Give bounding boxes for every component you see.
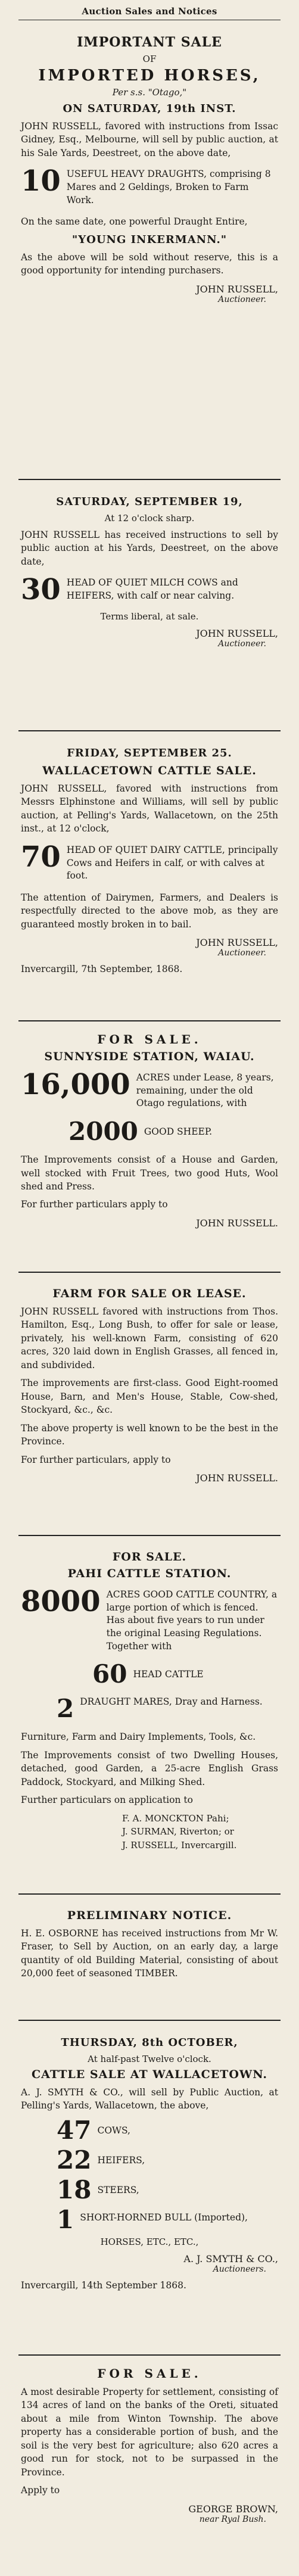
ad-dated: Invercargill, 7th September, 1868. xyxy=(21,964,183,975)
ad-signature: JOHN RUSSELL. xyxy=(196,1472,278,1484)
mares-number: 2 xyxy=(57,1694,74,1724)
ad-cattle-sale-wallacetown xyxy=(18,2021,281,2356)
lot-description: USEFUL HEAVY DRAUGHTS, comprising 8 Mares and 2 Geldings, Broken to Farm Work. xyxy=(66,169,271,205)
acres-number: 16,000 xyxy=(21,1068,130,1101)
lot-row xyxy=(21,2117,278,2144)
contact-list xyxy=(21,1812,278,1852)
ad-heading: FARM FOR SALE OR LEASE. xyxy=(52,1287,247,1300)
ad-apply: For further particulars apply to xyxy=(21,1199,168,1210)
section-header: Auction Sales and Notices xyxy=(18,6,281,20)
lot-description: STEERS, xyxy=(97,2184,139,2195)
ad-intro: JOHN RUSSELL, favored with instructions from Issac Gidney, Esq., Melbourne, will sell by public auction, at his Sale Yards, Deestreet, on the above date, xyxy=(21,121,278,158)
ad-body: The Improvements consist of two Dwelling Houses, detached, good Garden, a 25-acre English Grass Paddock, Stockyard, and Milking Shed. xyxy=(21,1749,278,1787)
lot-number: 1 xyxy=(57,2204,74,2234)
ad-oreti-property xyxy=(18,2356,281,2576)
contact-item: J. RUSSELL, Invercargill. xyxy=(122,1839,237,1851)
ad-title: FOR SALE. xyxy=(112,1550,187,1563)
ad-entire-name: "YOUNG INKERMANN." xyxy=(71,233,228,246)
ad-imported-horses xyxy=(18,20,281,480)
ad-intro: JOHN RUSSELL has received instructions to sell by public auction at his Yards, Deestreet, on the above date, xyxy=(21,529,278,567)
ad-dated: Invercargill, 14th September 1868. xyxy=(21,2279,186,2291)
ad-signature: JOHN RUSSELL, xyxy=(196,628,278,640)
ad-time: At 12 o'clock sharp. xyxy=(104,513,195,524)
ad-ship: Per s.s. "Otago," xyxy=(112,87,187,98)
contact-item: J. SURMAN, Riverton; or xyxy=(122,1826,234,1837)
ad-milch-cows xyxy=(18,480,281,731)
ad-role: Auctioneer. xyxy=(218,639,266,649)
ad-improvements: The improvements are first-class. Good Eight-roomed House, Barn, and Men's House, Stable, Cow-shed, Stockyard, &c., &c. xyxy=(21,1378,278,1416)
sheep-description: GOOD SHEEP. xyxy=(144,1126,213,1138)
lot-number: 22 xyxy=(57,2145,92,2175)
acres-description: ACRES GOOD CATTLE COUNTRY, a large portion of which is fenced. Has about five years to run under the original Leasing Regulations. Together with xyxy=(106,1589,278,1652)
acres-number: 8000 xyxy=(21,1585,101,1618)
ad-furniture: Furniture, Farm and Dairy Implements, Tools, &c. xyxy=(21,1731,256,1743)
ad-body: A most desirable Property for settlement, consisting of 134 acres of land on the banks of the Oreti, situated about a mile from Winton Township. The above property has a considerable portion of bush, and the soil is the very best for agriculture; also 620 acres a good run for stock, not to be surpassed in the Province. xyxy=(21,2387,278,2478)
acres-description: ACRES under Lease, 8 years, remaining, under the old Otago regulations, with xyxy=(136,1072,274,1109)
newspaper-column xyxy=(18,0,281,2576)
lot-description: HEAD OF QUIET MILCH COWS and HEIFERS, with calf or near calving. xyxy=(66,577,238,602)
ad-time: At half-past Twelve o'clock. xyxy=(88,2054,211,2064)
contact-item: F. A. MONCKTON Pahi; xyxy=(122,1812,229,1824)
ad-signature: JOHN RUSSELL. xyxy=(196,1217,278,1229)
ad-preliminary-notice xyxy=(18,1895,281,2021)
ad-heading: CATTLE SALE AT WALLACETOWN. xyxy=(32,2068,267,2081)
ad-title: PRELIMINARY NOTICE. xyxy=(67,1909,232,1922)
ad-heading: WALLACETOWN CATTLE SALE. xyxy=(42,764,257,777)
ad-heading: IMPORTED HORSES, xyxy=(38,67,261,85)
lot-row xyxy=(21,164,278,207)
ad-extra: HORSES, ETC., ETC., xyxy=(100,2236,199,2247)
ad-date: FRIDAY, SEPTEMBER 25. xyxy=(67,747,232,759)
lot-row xyxy=(21,2177,278,2203)
lot-row xyxy=(21,840,278,883)
acres-row xyxy=(21,1068,278,1110)
ad-title: IMPORTANT SALE xyxy=(77,35,222,50)
ad-heading: SUNNYSIDE STATION, WAIAU. xyxy=(44,1050,255,1063)
lot-number: 30 xyxy=(21,573,61,607)
cattle-number: 60 xyxy=(92,1659,127,1689)
ad-note: As the above will be sold without reserve, this is a good opportunity for intending purchasers. xyxy=(21,251,278,276)
ad-note: The above property is well known to be the best in the Province. xyxy=(21,1422,278,1447)
mares-description: DRAUGHT MARES, Dray and Harness. xyxy=(80,1696,263,1708)
lot-row xyxy=(21,2204,278,2234)
lot-description: COWS, xyxy=(97,2125,130,2136)
ad-of: OF xyxy=(142,54,157,64)
lot-number: 70 xyxy=(21,840,61,874)
sheep-row xyxy=(21,1119,278,1145)
ad-date: SATURDAY, SEPTEMBER 19, xyxy=(56,496,243,508)
ad-wallacetown-cattle xyxy=(18,731,281,1021)
ad-body: The Improvements consist of a House and Garden, well stocked with Fruit Trees, two good Huts, Wool shed and Press. xyxy=(21,1154,278,1192)
lot-description: HEIFERS, xyxy=(97,2154,145,2166)
lot-number: 47 xyxy=(57,2115,92,2145)
lot-number: 10 xyxy=(21,164,61,198)
ad-apply: For further particulars, apply to xyxy=(21,1454,171,1465)
ad-signature: JOHN RUSSELL, xyxy=(196,283,278,295)
lot-description: HEAD OF QUIET DAIRY CATTLE, principally Cows and Heifers in calf, or with calves at foot. xyxy=(66,844,278,881)
ad-terms: Terms liberal, at sale. xyxy=(100,611,199,622)
ad-apply: Further particulars on application to xyxy=(21,1795,193,1806)
ad-pahi-station xyxy=(18,1536,281,1895)
ad-signature: JOHN RUSSELL, xyxy=(196,937,278,949)
ad-date: THURSDAY, 8th OCTOBER, xyxy=(61,2036,238,2049)
ad-date: ON SATURDAY, 19th INST. xyxy=(63,102,236,115)
ad-entire: On the same date, one powerful Draught Entire, xyxy=(21,216,248,228)
ad-apply: Apply to xyxy=(21,2485,60,2496)
ad-heading: PAHI CATTLE STATION. xyxy=(67,1567,232,1580)
cattle-description: HEAD CATTLE xyxy=(133,1669,204,1680)
ad-body: H. E. OSBORNE has received instructions from Mr W. Fraser, to Sell by Auction, on an early day, a large quantity of old Building Material, consisting of about 20,000 feet of seasoned TIMBER. xyxy=(21,1928,278,1979)
lot-row xyxy=(21,2147,278,2173)
ad-role: Auctioneers. xyxy=(213,2264,266,2274)
ad-intro: A. J. SMYTH & CO., will sell by Public Auction, at Pelling's Yards, Wallacetown, the above, xyxy=(21,2087,278,2111)
ad-title: FOR SALE. xyxy=(97,1032,202,1046)
cattle-row xyxy=(21,1661,278,1687)
ad-farm-sale xyxy=(18,1273,281,1536)
ad-signature: A. J. SMYTH & CO., xyxy=(183,2253,278,2264)
lot-row xyxy=(21,573,278,607)
ad-note: The attention of Dairymen, Farmers, and Dealers is respectfully directed to the above mob, as they are guaranteed mostly broken in to bail. xyxy=(21,892,278,930)
mares-row xyxy=(21,1696,278,1722)
sheep-number: 2000 xyxy=(68,1117,138,1147)
lot-number: 18 xyxy=(57,2175,92,2204)
acres-row xyxy=(21,1585,278,1653)
ad-signature: GEORGE BROWN, xyxy=(188,2503,278,2515)
ad-location: near Ryal Bush. xyxy=(199,2514,266,2524)
ad-sunnyside-station xyxy=(18,1021,281,1273)
ad-intro: JOHN RUSSELL, favored with instructions from Messrs Elphinstone and Williams, will sell by public auction, at Pelling's Yards, Wallacetown, on the 25th inst., at 12 o'clock, xyxy=(21,783,278,834)
lot-description: SHORT-HORNED BULL (Imported), xyxy=(80,2211,248,2223)
ad-title: FOR SALE. xyxy=(97,2366,202,2381)
ad-intro: JOHN RUSSELL favored with instructions from Thos. Hamilton, Esq., Long Bush, to offer for sale or lease, privately, his well-known Farm, consisting of 620 acres, 320 laid down in English Grasses, all fenced in, and subdivided. xyxy=(21,1306,278,1370)
ad-role: Auctioneer. xyxy=(218,948,266,958)
ad-role: Auctioneer. xyxy=(218,294,266,304)
